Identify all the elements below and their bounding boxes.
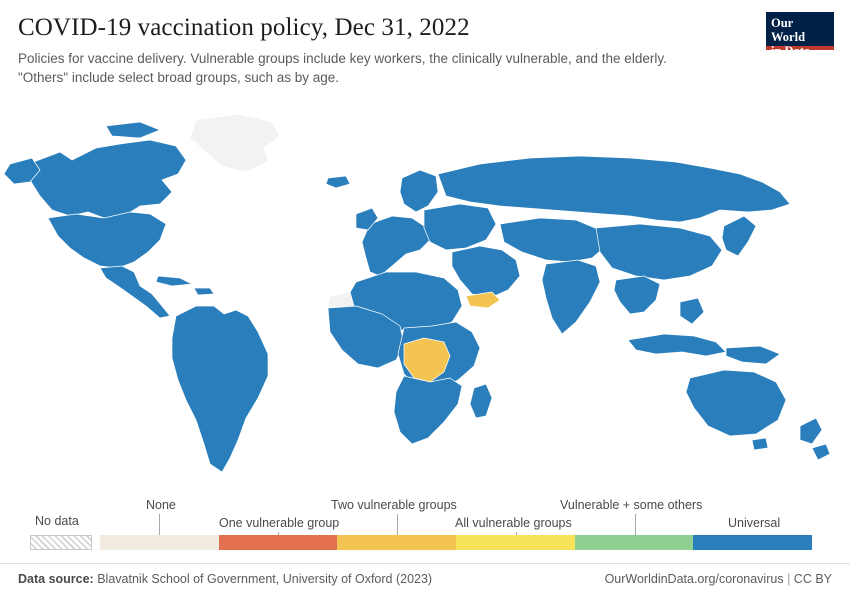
- country-tasmania[interactable]: [752, 438, 768, 450]
- legend-swatch-all-vulnerable-groups[interactable]: [456, 535, 575, 550]
- legend-label-all-vulnerable-groups: All vulnerable groups: [455, 516, 572, 530]
- data-source-label: Data source:: [18, 572, 94, 586]
- legend-label-none: None: [146, 498, 176, 512]
- legend-label-vulnerable-some-others: Vulnerable + some others: [560, 498, 703, 512]
- page-title: COVID-19 vaccination policy, Dec 31, 2022: [18, 14, 470, 41]
- owid-logo[interactable]: [766, 12, 834, 58]
- chart-subtitle: [18, 49, 748, 87]
- country-eastern-europe[interactable]: [424, 204, 496, 250]
- country-india[interactable]: [542, 260, 600, 334]
- data-source: [18, 572, 432, 586]
- legend-tick-vulnerable-some-others: [635, 514, 636, 535]
- subtitle-line-2: "Others" include select broad groups, such as by age.: [18, 69, 340, 85]
- chart-legend: [0, 495, 850, 557]
- country-southern-africa[interactable]: [394, 376, 462, 444]
- country-russia[interactable]: [438, 156, 790, 222]
- footer-links: [605, 572, 832, 586]
- legend-label-universal: Universal: [728, 516, 781, 530]
- country-southeast-asia[interactable]: [614, 276, 660, 314]
- country-indonesia[interactable]: [628, 334, 726, 356]
- country-new-guinea[interactable]: [726, 346, 780, 364]
- legend-label-no-data: No data: [35, 514, 79, 528]
- legend-color-bar[interactable]: [100, 535, 812, 550]
- country-china[interactable]: [596, 224, 722, 280]
- owid-logo-line-1: Our World: [771, 16, 806, 44]
- legend-swatch-vulnerable-some-others[interactable]: [575, 535, 694, 550]
- legend-swatch-two-vulnerable-groups[interactable]: [337, 535, 456, 550]
- country-canada[interactable]: [28, 140, 186, 218]
- country-korea-japan[interactable]: [722, 216, 756, 256]
- legend-swatch-none[interactable]: [100, 535, 219, 550]
- site-link[interactable]: OurWorldinData.org/coronavirus: [604, 572, 784, 586]
- legend-swatch-one-vulnerable-group[interactable]: [219, 535, 338, 550]
- owid-logo-line-2: in Data: [771, 44, 811, 58]
- country-arctic-islands[interactable]: [106, 122, 160, 138]
- country-united-states[interactable]: [48, 212, 166, 268]
- country-hispaniola[interactable]: [194, 288, 214, 295]
- legend-swatch-universal[interactable]: [693, 535, 812, 550]
- chart-header: [0, 0, 850, 87]
- legend-tick-none: [159, 514, 160, 535]
- country-mexico[interactable]: [100, 266, 170, 318]
- country-new-zealand[interactable]: [800, 418, 830, 460]
- country-greenland[interactable]: [190, 114, 280, 172]
- legend-swatch-no-data[interactable]: [30, 535, 92, 550]
- country-iceland[interactable]: [326, 176, 350, 188]
- chart-footer: [0, 563, 850, 600]
- legend-labels: [0, 495, 850, 535]
- subtitle-line-1: Policies for vaccine delivery. Vulnerable groups include key workers, the clinically vulnerable, and the elderly.: [18, 50, 667, 66]
- license-link[interactable]: CC BY: [793, 572, 832, 586]
- legend-label-two-vulnerable-groups: Two vulnerable groups: [331, 498, 457, 512]
- legend-label-one-vulnerable-group: One vulnerable group: [219, 516, 340, 530]
- footer-separator: |: [787, 572, 791, 586]
- country-cuba[interactable]: [156, 276, 192, 286]
- country-philippines[interactable]: [680, 298, 704, 324]
- legend-tick-two-vulnerable-groups: [397, 514, 398, 535]
- country-australia[interactable]: [686, 370, 786, 436]
- data-source-text: Blavatnik School of Government, University of Oxford (2023): [97, 572, 433, 586]
- country-central-asia[interactable]: [500, 218, 606, 262]
- world-map-svg[interactable]: [0, 100, 850, 490]
- country-south-america[interactable]: [172, 306, 268, 472]
- country-scandinavia[interactable]: [400, 170, 438, 212]
- world-map[interactable]: [0, 100, 850, 490]
- country-madagascar[interactable]: [470, 384, 492, 418]
- country-middle-east[interactable]: [452, 246, 520, 298]
